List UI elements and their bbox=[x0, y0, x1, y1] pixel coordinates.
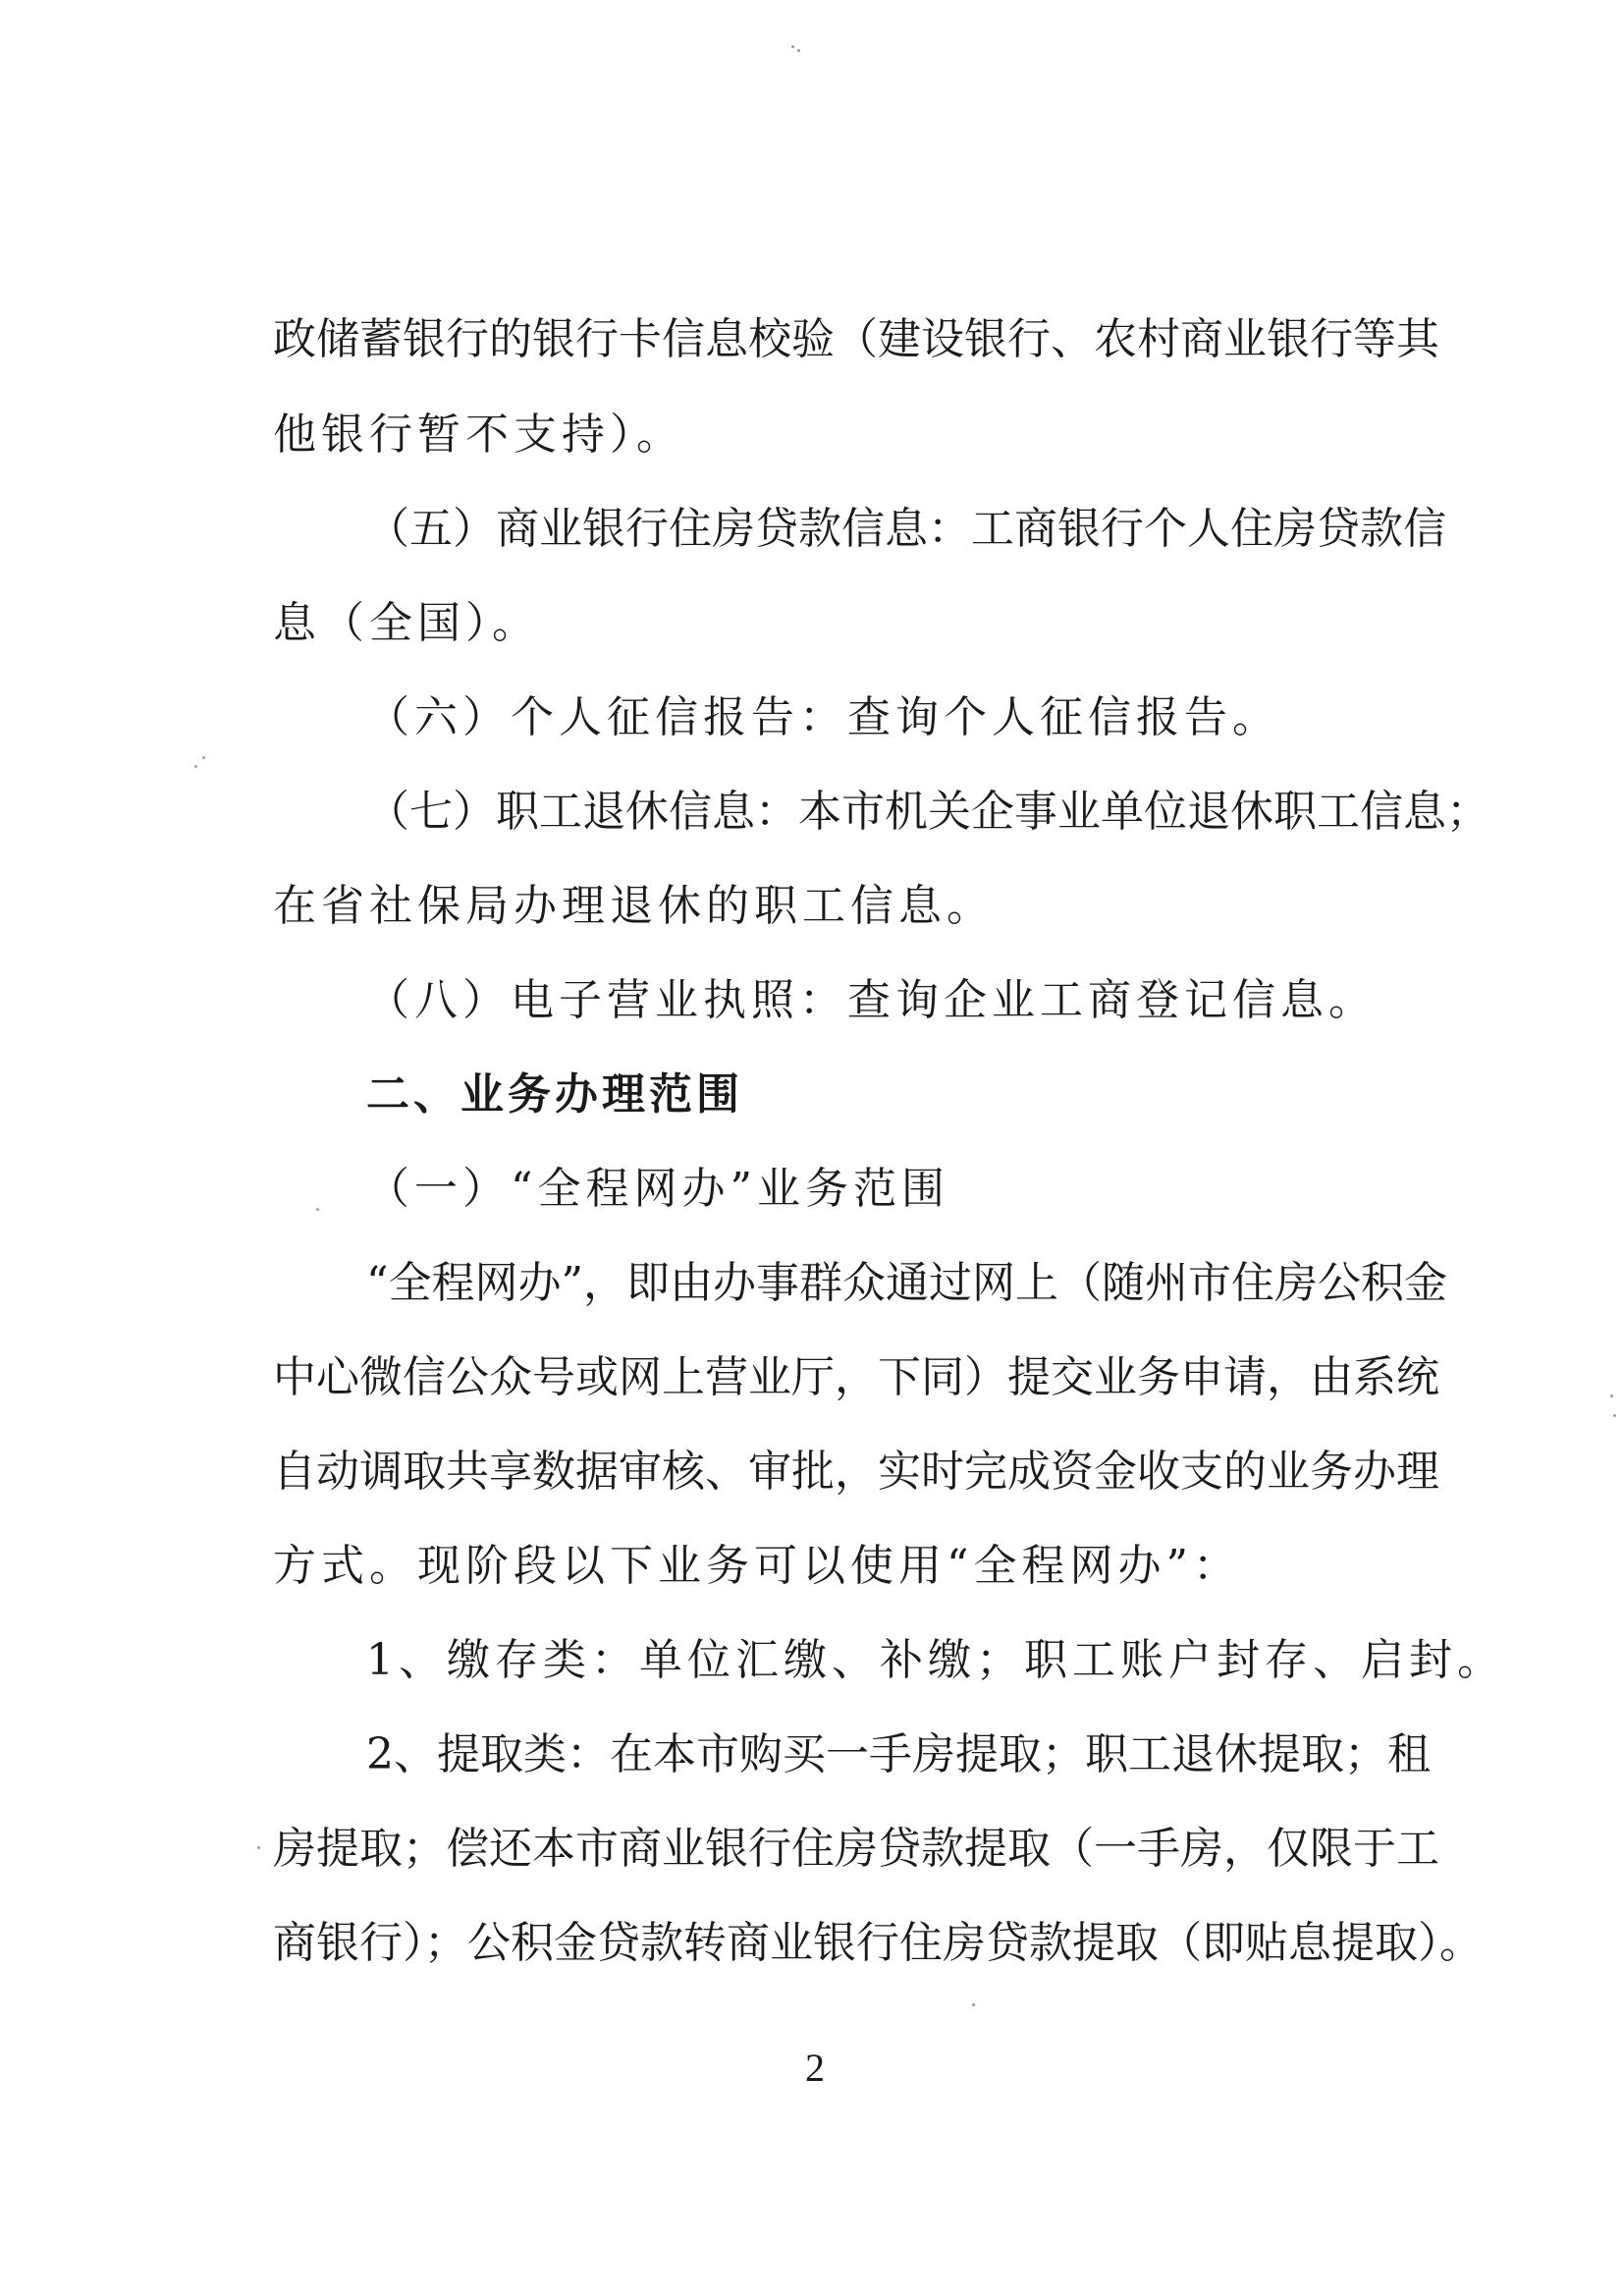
scan-speck bbox=[1610, 1394, 1613, 1397]
scan-speck bbox=[202, 756, 205, 759]
scan-speck bbox=[257, 1846, 260, 1849]
list-item-eight: （八）电子营业执照：查询企业工商登记信息。 bbox=[366, 975, 1377, 1025]
scan-speck bbox=[1613, 1414, 1616, 1417]
body-text-line: 他银行暂不支持）。 bbox=[273, 410, 684, 460]
list-item-withdrawal: 2、提取类：在本市购买一手房提取；职工退休提取；租 bbox=[366, 1729, 1431, 1779]
body-text-line: 政储蓄银行的银行卡信息校验（建设银行、农村商业银行等其 bbox=[273, 314, 1439, 364]
scan-speck bbox=[972, 2003, 975, 2006]
scan-speck bbox=[316, 1208, 319, 1211]
body-text-line: 在省社保局办理退休的职工信息。 bbox=[273, 881, 995, 931]
list-item-seven: （七）职工退休信息：本市机关企事业单位退休职工信息； bbox=[366, 787, 1489, 837]
body-text-line: 房提取；偿还本市商业银行住房贷款提取（一手房，仅限于工 bbox=[273, 1824, 1439, 1874]
body-text-line: 商银行）；公积金贷款转商业银行住房贷款提取（即贴息提取）。 bbox=[273, 1918, 1483, 1968]
section-heading: 二、业务办理范围 bbox=[366, 1069, 743, 1120]
body-text-line: 自动调取共享数据审核、审批，实时完成资金收支的业务办理 bbox=[273, 1447, 1439, 1497]
list-item-five: （五）商业银行住房贷款信息：工商银行个人住房贷款信 bbox=[366, 504, 1446, 554]
scan-speck bbox=[194, 765, 197, 768]
subsection-heading: （一）“全程网办”业务范围 bbox=[366, 1164, 949, 1214]
body-text-line: “全程网办”，即由办事群众通过网上（随州市住房公积金 bbox=[366, 1258, 1447, 1308]
body-text-line: 中心微信公众号或网上营业厅，下同）提交业务申请，由系统 bbox=[273, 1352, 1439, 1402]
scan-speck bbox=[791, 45, 794, 48]
body-text-line: 息（全国）。 bbox=[273, 598, 540, 648]
page-number: 2 bbox=[805, 2046, 825, 2090]
body-text-line: 方式。现阶段以下业务可以使用“全程网办”： bbox=[273, 1541, 1241, 1591]
list-item-deposit: 1、缴存类：单位汇缴、补缴；职工账户封存、启封。 bbox=[366, 1635, 1505, 1685]
list-item-six: （六）个人征信报告：查询个人征信报告。 bbox=[366, 692, 1280, 742]
scan-speck bbox=[797, 49, 800, 52]
